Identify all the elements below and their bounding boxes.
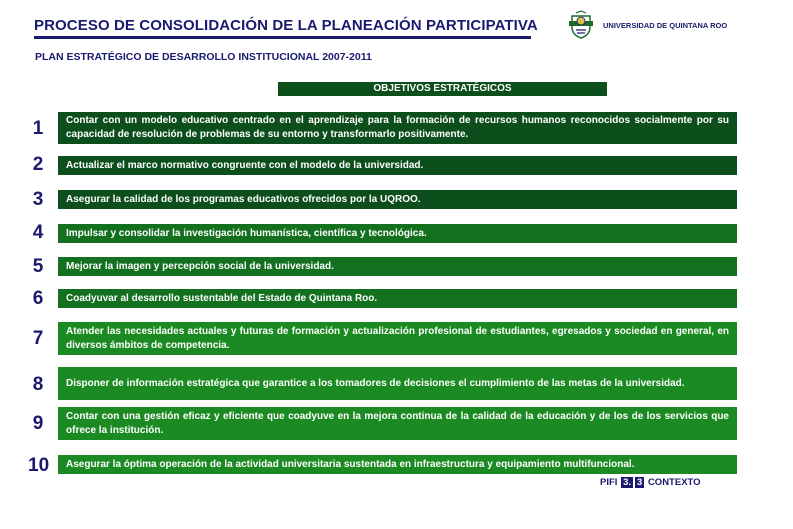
objective-bar [58, 224, 737, 243]
footer-chip-section: 3. [623, 477, 631, 488]
objective-bar [58, 257, 737, 276]
objective-bar [58, 367, 737, 400]
objective-number: 8 [32, 374, 44, 395]
objective-text: Asegurar la óptima operación de la actividad universitaria sustentada en infraestructura y equipamiento multifuncional. [66, 458, 635, 470]
university-crest-icon [566, 10, 596, 40]
objective-bar [58, 407, 737, 440]
objective-bar [58, 289, 737, 308]
objective-bar [58, 156, 737, 175]
objective-text: Disponer de información estratégica que garantice a los tomadores de decisiones el cumplimiento de las metas de la universidad. [66, 377, 685, 389]
objective-bar [58, 455, 737, 474]
objective-text: Actualizar el marco normativo congruente con el modelo de la universidad. [66, 159, 424, 171]
objective-text: Contar con una gestión eficaz y eficiente que coadyuve en la mejora continua de la calidad de la educación y de los de los servicios que ofrece la institución. [66, 410, 729, 436]
university-name: UNIVERSIDAD DE QUINTANA ROO [603, 21, 728, 30]
objective-bar [58, 322, 737, 355]
section-title: OBJETIVOS ESTRATÉGICOS [278, 82, 607, 96]
footer-section-label [600, 477, 701, 488]
objective-text: Mejorar la imagen y percepción social de la universidad. [66, 260, 334, 272]
objective-number: 1 [32, 118, 44, 139]
footer-chip-subsection: 3 [637, 477, 643, 488]
page-subtitle: PLAN ESTRATÉGICO DE DESARROLLO INSTITUCIONAL 2007-2011 [35, 51, 372, 63]
objective-number: 10 [28, 455, 50, 476]
objective-text: Impulsar y consolidar la investigación humanística, científica y tecnológica. [66, 227, 427, 239]
objective-number: 2 [32, 154, 44, 175]
footer-prefix: PIFI [600, 477, 618, 488]
objective-number: 6 [32, 288, 44, 309]
objective-number: 5 [32, 256, 44, 277]
objective-bar [58, 112, 737, 144]
objective-text: Atender las necesidades actuales y futuras de formación y actualización profesional de estudiantes, egresados y sociedad en general, en diversos ámbitos de competencia. [66, 325, 729, 351]
objective-text: Contar con un modelo educativo centrado en el aprendizaje para la formación de recursos humanos reconocidos socialmente por su capacidad de resolución de problemas de su entorno y transformarlo positivamente. [66, 115, 729, 140]
page-title: PROCESO DE CONSOLIDACIÓN DE LA PLANEACIÓN PARTICIPATIVA [34, 17, 531, 39]
objective-text: Asegurar la calidad de los programas educativos ofrecidos por la UQROO. [66, 193, 421, 205]
objective-number: 7 [32, 328, 44, 349]
objective-text: Coadyuvar al desarrollo sustentable del Estado de Quintana Roo. [66, 292, 378, 304]
footer-suffix: CONTEXTO [647, 477, 701, 488]
objective-bar [58, 190, 737, 209]
objective-number: 4 [32, 222, 44, 243]
objective-number: 9 [32, 413, 44, 434]
objective-number: 3 [32, 189, 44, 210]
